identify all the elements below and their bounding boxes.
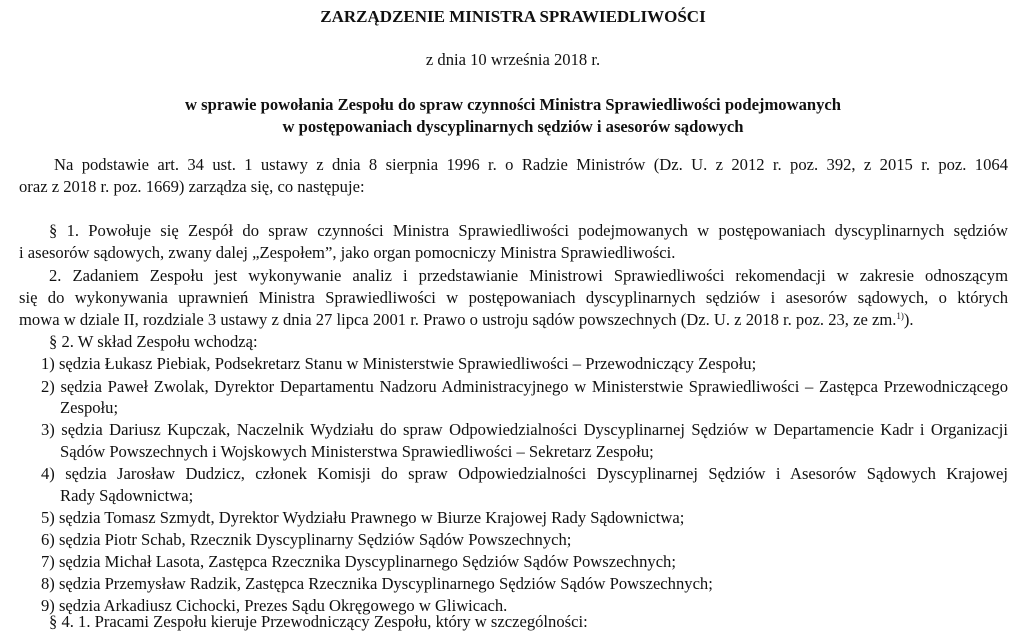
- document-subject-line-2: w postępowaniach dyscyplinarnych sędziów i asesorów sądowych: [282, 117, 744, 136]
- cut-off-line-text: § 4. 1. Pracami Zespołu kieruje Przewodniczący Zespołu, który w szczególności:: [49, 612, 588, 631]
- member-7: 7) sędzia Michał Lasota, Zastępca Rzecznika Dyscyplinarnego Sędziów Sądów Powszechnych;: [41, 552, 676, 571]
- section-1-line-2: i asesorów sądowych, zwany dalej „Zespołem”, jako organ pomocniczy Ministra Sprawiedliwości.: [19, 243, 676, 262]
- member-5: 5) sędzia Tomasz Szmydt, Dyrektor Wydziału Prawnego w Biurze Krajowej Rady Sądownictwa;: [41, 508, 685, 527]
- footnote-ref: 1): [896, 311, 904, 321]
- paragraph-2-line-3: [19, 310, 914, 330]
- member-6: 6) sędzia Piotr Schab, Rzecznik Dyscyplinarny Sędziów Sądów Powszechnych;: [41, 530, 572, 549]
- paragraph-2-line-3-end: ).: [903, 310, 914, 329]
- document-subject-line-1: w sprawie powołania Zespołu do spraw czynności Ministra Sprawiedliwości podejmowanych: [185, 95, 841, 114]
- document-title: ZARZĄDZENIE MINISTRA SPRAWIEDLIWOŚCI: [320, 7, 706, 26]
- preamble-line-2: oraz z 2018 r. poz. 1669) zarządza się, co następuje:: [19, 177, 365, 196]
- member-4-line-1: 4) sędzia Jarosław Dudzicz, członek Komisji do spraw Odpowiedzialności Dyscyplinarnej Sędziów i Asesorów Sądowych Krajowej: [41, 464, 1008, 483]
- preamble-line-1: Na podstawie art. 34 ust. 1 ustawy z dnia 8 sierpnia 1996 r. o Radzie Ministrów (Dz. U. z 2012 r. poz. 392, z 2015 r. poz. 1064: [54, 155, 1008, 174]
- member-2-line-1: 2) sędzia Paweł Zwolak, Dyrektor Departamentu Nadzoru Administracyjnego w Ministerstwie Sprawiedliwości – Zastępca Przewodniczącego: [41, 377, 1008, 396]
- member-4-line-2: Rady Sądownictwa;: [60, 486, 194, 505]
- paragraph-2-line-1: 2. Zadaniem Zespołu jest wykonywanie analiz i przedstawianie Ministrowi Sprawiedliwości rekomendacji w zakresie odnoszącym: [49, 266, 1008, 285]
- member-2-line-2: Zespołu;: [60, 398, 119, 417]
- member-3-line-1: 3) sędzia Dariusz Kupczak, Naczelnik Wydziału do spraw Odpowiedzialności Dyscyplinarnej Sędziów w Departamencie Kadr i Organizacji: [41, 420, 1008, 439]
- member-9: 9) sędzia Arkadiusz Cichocki, Prezes Sądu Okręgowego w Gliwicach.: [41, 596, 508, 615]
- paragraph-2-line-3-text: mowa w dziale II, rozdziale 3 ustawy z dnia 27 lipca 2001 r. Prawo o ustroju sądów powszechnych (Dz. U. z 2018 r. poz. 23, ze zm.: [19, 310, 897, 329]
- section-1-line-1: § 1. Powołuje się Zespół do spraw czynności Ministra Sprawiedliwości podejmowanych w postępowaniach dyscyplinarnych sędziów: [49, 221, 1008, 240]
- member-8: 8) sędzia Przemysław Radzik, Zastępca Rzecznika Dyscyplinarnego Sędziów Sądów Powszechnych;: [41, 574, 713, 593]
- document-date: z dnia 10 września 2018 r.: [425, 50, 601, 69]
- member-3-line-2: Sądów Powszechnych i Wojskowych Ministerstwa Sprawiedliwości – Sekretarz Zespołu;: [60, 442, 654, 461]
- cut-off-line: [0, 612, 1026, 631]
- paragraph-2-line-2: się do wykonywania uprawnień Ministra Sprawiedliwości w postępowaniach dyscyplinarnych sędziów i asesorów sądowych, o których: [19, 288, 1008, 307]
- section-2-intro: § 2. W skład Zespołu wchodzą:: [49, 332, 258, 351]
- member-1: 1) sędzia Łukasz Piebiak, Podsekretarz Stanu w Ministerstwie Sprawiedliwości – Przewodniczący Zespołu;: [41, 354, 757, 373]
